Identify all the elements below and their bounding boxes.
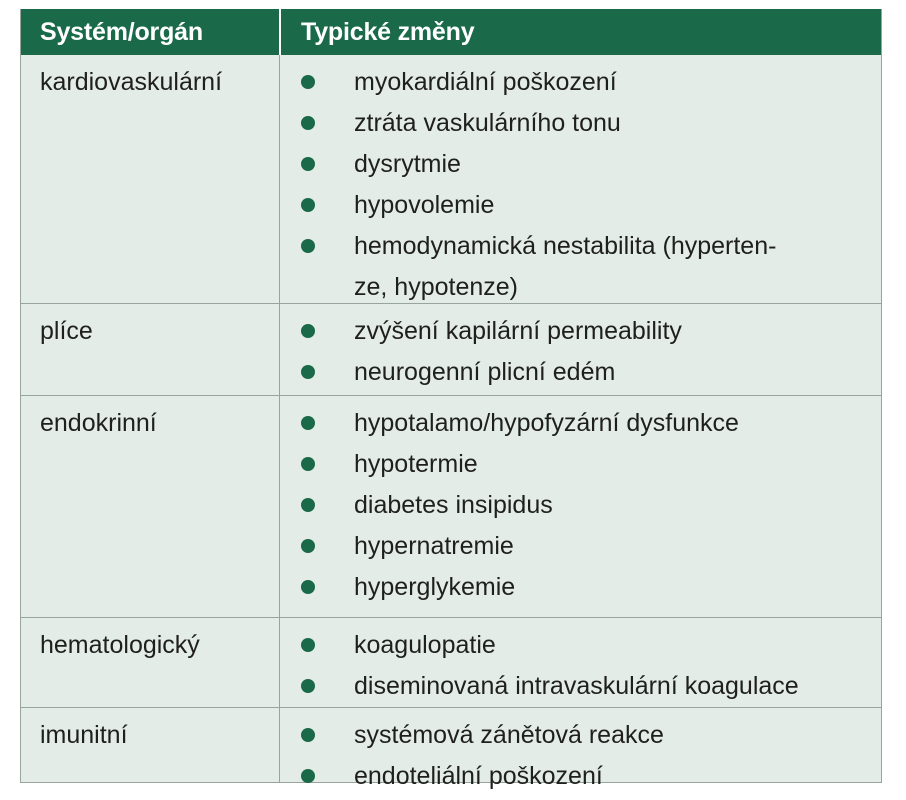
bullet-icon: [301, 539, 315, 553]
list-item: [301, 144, 861, 185]
change-text: endoteliální poškození: [354, 762, 603, 790]
list-item: [301, 625, 861, 666]
bullet-icon: [301, 498, 315, 512]
bullet-icon: [301, 157, 315, 171]
change-text: myokardiální poškození: [354, 68, 617, 96]
change-text: koagulopatie: [354, 631, 496, 659]
change-text: hemodynamická nestabilita (hyperten-: [354, 232, 777, 260]
header-typical-changes: Typické změny: [301, 18, 475, 46]
list-item: [301, 485, 861, 526]
list-item: [301, 226, 861, 308]
list-item: [301, 666, 861, 707]
list-item: [301, 185, 861, 226]
list-item: [301, 715, 861, 756]
change-text: neurogenní plicní edém: [354, 358, 616, 386]
changes-list: [301, 715, 861, 797]
change-text: zvýšení kapilární permeability: [354, 317, 682, 345]
list-item: [301, 103, 861, 144]
bullet-icon: [301, 728, 315, 742]
list-item: [301, 352, 861, 393]
bullet-icon: [301, 638, 315, 652]
table-row-lungs: [21, 303, 881, 395]
header-system-organ: Systém/orgán: [40, 18, 203, 46]
change-text: hypotalamo/hypofyzární dysfunkce: [354, 409, 739, 437]
change-text: diseminovaná intravaskulární koagulace: [354, 672, 799, 700]
system-label: plíce: [40, 317, 93, 345]
changes-list: [301, 403, 861, 608]
list-item: [301, 567, 861, 608]
change-text: systémová zánětová reakce: [354, 721, 664, 749]
table-row-immune: [21, 707, 881, 790]
change-text: dysrytmie: [354, 150, 461, 178]
bullet-icon: [301, 365, 315, 379]
header-divider: [279, 9, 281, 55]
list-item: [301, 62, 861, 103]
table-row-endocrine: [21, 395, 881, 617]
bullet-icon: [301, 116, 315, 130]
change-text: diabetes insipidus: [354, 491, 553, 519]
table-header: [21, 9, 881, 55]
bullet-icon: [301, 457, 315, 471]
changes-list: [301, 62, 861, 308]
change-text: ztráta vaskulárního tonu: [354, 109, 621, 137]
list-item: [301, 756, 861, 797]
list-item: [301, 311, 861, 352]
list-item: [301, 526, 861, 567]
system-label: kardiovaskulární: [40, 68, 223, 96]
change-text: hypernatremie: [354, 532, 514, 560]
bullet-icon: [301, 580, 315, 594]
changes-list: [301, 311, 861, 393]
organ-changes-table: [20, 9, 882, 790]
system-label: endokrinní: [40, 409, 157, 437]
system-label: imunitní: [40, 721, 128, 749]
system-label: hematologický: [40, 631, 200, 659]
bullet-icon: [301, 769, 315, 783]
table-row-hematologic: [21, 617, 881, 707]
list-item: [301, 403, 861, 444]
change-text-continued: ze, hypotenze): [354, 273, 518, 301]
bullet-icon: [301, 75, 315, 89]
changes-list: [301, 625, 861, 707]
change-text: hypotermie: [354, 450, 478, 478]
table-row-cardiovascular: [21, 55, 881, 303]
bullet-icon: [301, 679, 315, 693]
change-text: hypovolemie: [354, 191, 495, 219]
bullet-icon: [301, 198, 315, 212]
list-item: [301, 444, 861, 485]
change-text: hyperglykemie: [354, 573, 516, 601]
bullet-icon: [301, 416, 315, 430]
bullet-icon: [301, 239, 315, 253]
bullet-icon: [301, 324, 315, 338]
